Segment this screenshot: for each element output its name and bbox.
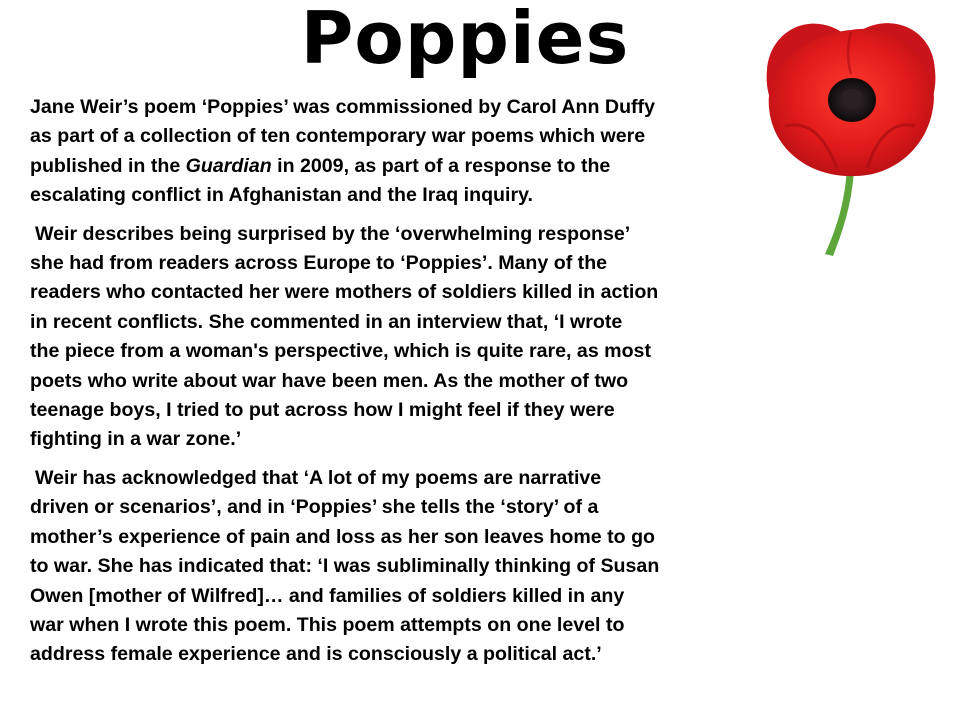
- line-text: poets who write about war have been men. As the mother of two: [30, 369, 629, 392]
- line-text: address female experience and is consciously a political act.’: [30, 643, 602, 666]
- paragraph-line: [30, 308, 742, 337]
- line-text: readers who contacted her were mothers of soldiers killed in action: [30, 281, 659, 304]
- paragraph-line: [30, 152, 742, 181]
- paragraph-line: [30, 552, 742, 581]
- line-text: mother’s experience of pain and loss as her son leaves home to go: [30, 525, 656, 548]
- paragraph-line: [30, 611, 742, 640]
- line-text: she had from readers across Europe to ‘Poppies’. Many of the: [30, 252, 608, 275]
- paragraph-line: [30, 425, 742, 454]
- line-text: war when I wrote this poem. This poem attempts on one level to: [30, 613, 625, 636]
- line-text: fighting in a war zone.’: [30, 428, 242, 451]
- paragraph-line: [30, 220, 742, 249]
- paragraph-line: [30, 181, 742, 210]
- paragraph-line: [30, 493, 742, 522]
- slide-title: Poppies: [300, 0, 630, 80]
- line-text: Owen [mother of Wilfred]… and families of soldiers killed in any: [30, 584, 625, 607]
- paragraph-line: [30, 464, 742, 493]
- paragraph-line: [30, 640, 742, 669]
- line-text: Jane Weir’s poem ‘Poppies’ was commissioned by Carol Ann Duffy: [30, 96, 655, 118]
- newspaper-name: Guardian: [185, 154, 272, 177]
- paragraph-line: [30, 337, 742, 366]
- paragraph-line: [30, 249, 742, 278]
- paragraph-3: [30, 464, 742, 670]
- line-text: Weir has acknowledged that ‘A lot of my poems are narrative: [35, 466, 602, 489]
- line-text: in 2009, as part of a response to the: [271, 154, 611, 177]
- paragraph-line: [30, 582, 742, 611]
- stem-shape: [825, 168, 854, 256]
- paragraph-line: [30, 523, 742, 552]
- paragraph-line: [30, 93, 742, 122]
- flower-center-inner: [842, 89, 862, 107]
- line-text: Weir describes being surprised by the ‘overwhelming response’: [35, 222, 631, 245]
- paragraph-line: [30, 367, 742, 396]
- line-text: in recent conflicts. She commented in an interview that, ‘I wrote: [30, 310, 623, 333]
- line-text: as part of a collection of ten contemporary war poems which were: [30, 125, 646, 148]
- slide-body: [30, 93, 742, 670]
- paragraph-2: [30, 220, 742, 455]
- line-text: teenage boys, I tried to put across how I might feel if they were: [30, 399, 615, 422]
- line-text: the piece from a woman's perspective, which is quite rare, as most: [30, 340, 651, 363]
- line-text: escalating conflict in Afghanistan and the Iraq inquiry.: [30, 184, 533, 207]
- paragraph-line: [30, 396, 742, 425]
- poppy-flower-icon: [755, 8, 945, 258]
- paragraph-line: [30, 122, 742, 151]
- paragraph-line: [30, 278, 742, 307]
- paragraph-1: [30, 93, 742, 211]
- line-text: published in the: [30, 154, 186, 177]
- line-text: to war. She has indicated that: ‘I was subliminally thinking of Susan: [30, 555, 660, 578]
- line-text: driven or scenarios’, and in ‘Poppies’ she tells the ‘story’ of a: [30, 496, 599, 519]
